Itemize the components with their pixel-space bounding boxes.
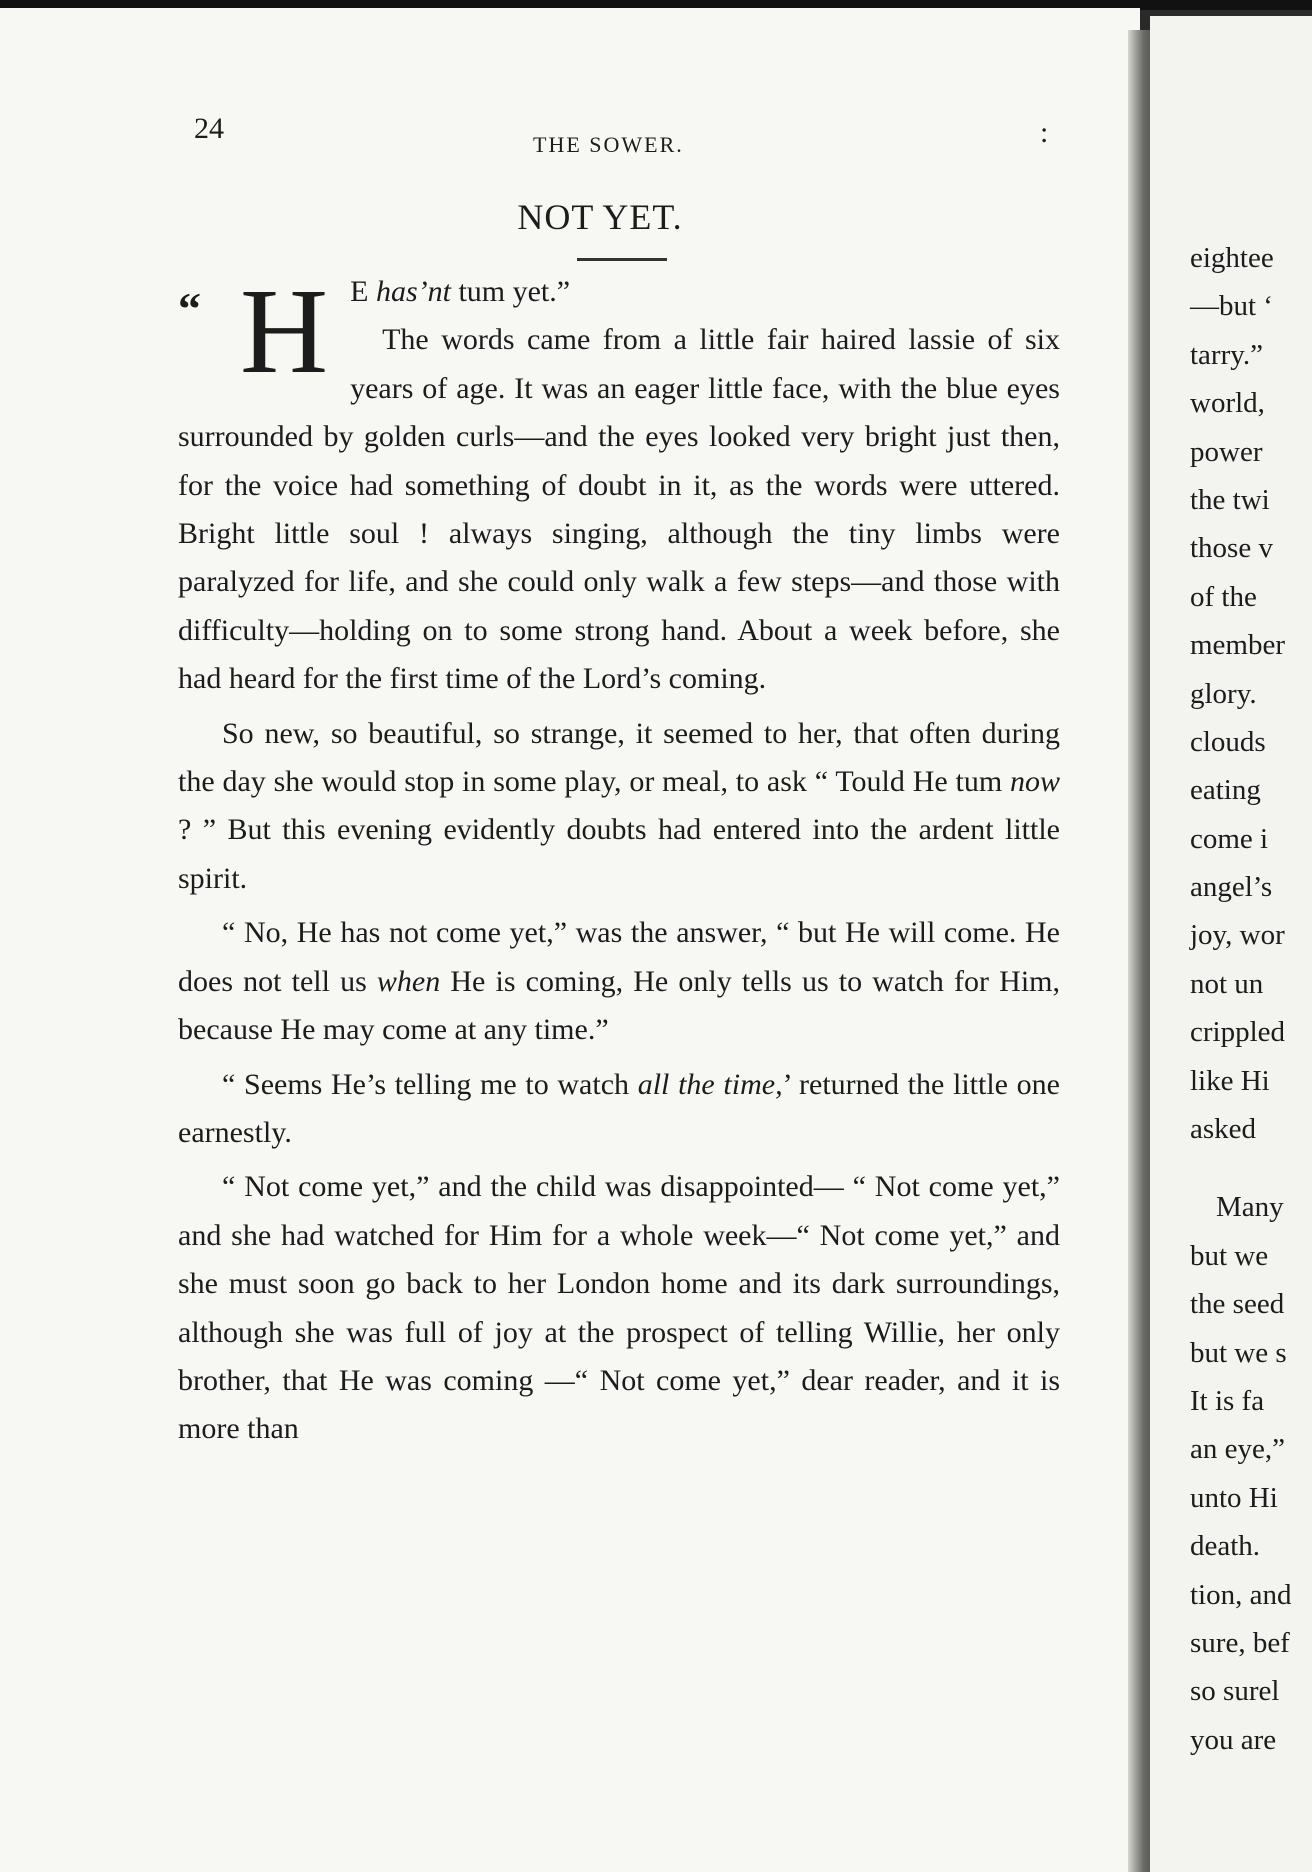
para5-text-a: “ Seems He’s telling me to watch — [222, 1067, 638, 1101]
para1-text-a: E — [350, 275, 376, 308]
title-rule — [577, 258, 667, 261]
facing-line: eating — [1190, 774, 1261, 807]
facing-line: so surel — [1190, 1675, 1280, 1708]
facing-line: you are — [1190, 1723, 1277, 1756]
facing-line: member — [1190, 629, 1286, 662]
para3-text-b: ? ” But this evening evidently doubts had entered into the ardent little spirit. — [178, 813, 1060, 895]
paragraph-5 — [178, 1061, 1060, 1158]
facing-line: the seed — [1190, 1288, 1285, 1321]
corner-mark: : — [1040, 116, 1049, 149]
opening-quote: “ — [178, 283, 201, 334]
para1-italic: has’nt — [375, 275, 451, 308]
paragraph-gap — [1190, 1153, 1292, 1183]
para1-text-b: tum yet.” — [450, 275, 571, 308]
facing-line: clouds — [1190, 725, 1266, 758]
facing-line: power — [1190, 435, 1263, 468]
facing-line: Many — [1216, 1191, 1284, 1224]
facing-line: but we — [1190, 1239, 1269, 1272]
drop-cap: H — [240, 264, 329, 399]
facing-line: the twi — [1190, 483, 1270, 516]
facing-line: those v — [1190, 532, 1273, 565]
facing-line: an eye,” — [1190, 1433, 1285, 1466]
para4-italic: when — [376, 964, 441, 998]
facing-line: tarry.” — [1190, 338, 1263, 371]
para4-text-a: “ No, He has not come yet,” was the answer, “ but He will come. He does not tell us — [178, 916, 1060, 998]
paragraph-2: The words came from a little fair haired lassie of six years of age. It was an eager little face, with the blue eyes surrounded by golden curls—and the eyes looked very bright just then, for the voice had something of doubt in it, as the words were uttered. Bright little soul ! always singing, although the tiny limbs were paralyzed for life, and she could only walk a few steps—and those with difficulty—holding on to some strong hand. About a week before, she had heard for the first time of the Lord’s coming. — [178, 323, 1060, 696]
article-title: NOT YET. — [517, 197, 683, 237]
facing-line: not un — [1190, 967, 1264, 1000]
facing-line: glory. — [1190, 677, 1257, 710]
page-number: 24 — [194, 112, 224, 145]
facing-line: asked — [1190, 1113, 1257, 1146]
para4-text-b: He is coming, He only tells us to watch for Him, because He may come at any time.” — [178, 964, 1060, 1047]
para5-italic: all the time, — [637, 1067, 783, 1101]
facing-line: unto Hi — [1190, 1481, 1278, 1514]
article-body — [178, 264, 1060, 1454]
para3-italic: now — [1009, 765, 1060, 799]
facing-line: sure, bef — [1190, 1626, 1290, 1659]
facing-line: angel’s — [1190, 871, 1273, 904]
facing-page — [1150, 16, 1312, 1872]
paragraph-4 — [178, 909, 1060, 1054]
facing-line: tion, and — [1190, 1578, 1292, 1611]
facing-line: but we s — [1190, 1336, 1287, 1369]
para5-text-b: ’ returned the little one earnestly. — [178, 1067, 1060, 1149]
facing-page-text — [1190, 234, 1292, 1764]
running-head: THE SOWER. — [533, 132, 684, 157]
facing-line: It is fa — [1190, 1384, 1265, 1417]
facing-line: joy, wor — [1190, 919, 1285, 952]
facing-line: death. — [1190, 1530, 1261, 1563]
paragraph-3 — [178, 710, 1060, 904]
facing-line: world, — [1190, 387, 1265, 420]
facing-line: come i — [1190, 822, 1269, 855]
facing-line: —but ‘ — [1190, 290, 1273, 323]
facing-line: like Hi — [1190, 1064, 1270, 1097]
paragraph-6: “ Not come yet,” and the child was disappointed— “ Not come yet,” and she had watched for Him for a whole week—“ Not come yet,” and she must soon go back to her London home and its dark surroundings, although she was full of joy at the prospect of telling Willie, her only brother, that He was coming —“ Not come yet,” dear reader, and it is more than — [178, 1170, 1060, 1446]
facing-line: of the — [1190, 580, 1257, 613]
facing-line: eightee — [1190, 242, 1274, 274]
para3-text-a: So new, so beautiful, so strange, it seemed to her, that often during the day she would stop in some play, or meal, to ask “ Tould He tum — [178, 716, 1060, 799]
facing-line: crippled — [1190, 1016, 1286, 1049]
opening-paragraph — [178, 264, 1060, 704]
